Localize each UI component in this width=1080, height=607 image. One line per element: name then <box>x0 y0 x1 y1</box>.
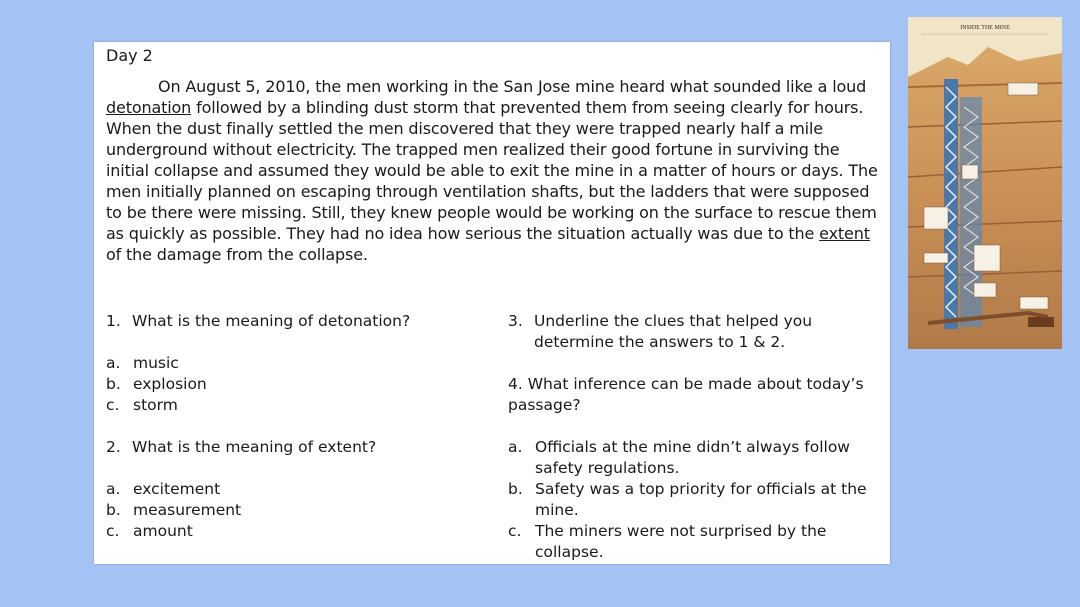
mine-title: INSIDE THE MINE <box>960 25 1010 31</box>
passage-text-2: followed by a blinding dust storm that prevented them from seeing clearly for hours. When the dust finally settled the men discovered that they were trapped nearly half a mile underground without electricity. The trapped men realized their good fortune in surviving the initial collapse and assumed they would be able to exit the mine in a matter of hours or days. The men initially planned on escaping through ventilation shafts, but the ladders that were supposed to be there were missing. Still, they knew people would be working on the surface to rescue them as quickly as possible. They had no idea how serious the situation actually was due to the <box>106 98 878 243</box>
passage-text-1: On August 5, 2010, the men working in the San Jose mine heard what sounded like a loud <box>158 77 867 96</box>
q2-option-a: a. excitement <box>106 480 221 498</box>
day-label: Day 2 <box>106 46 153 65</box>
question-1: 1. What is the meaning of detonation? <box>106 312 411 330</box>
q2-option-c: c. amount <box>106 522 193 540</box>
reading-passage <box>106 76 886 265</box>
questions-left-column <box>106 311 466 542</box>
question-2: 2. What is the meaning of extent? <box>106 438 377 456</box>
worksheet-page <box>94 42 890 564</box>
passage-text-3: of the damage from the collapse. <box>106 245 368 264</box>
q4-option-a: a. Officials at the mine didn’t always follow safety regulations. <box>508 438 850 477</box>
vocab-word-extent: extent <box>819 224 870 243</box>
vocab-word-detonation: detonation <box>106 98 192 117</box>
mine-cross-section-graphic <box>908 17 1062 349</box>
q2-option-b: b. measurement <box>106 501 242 519</box>
q4-option-c: c. The miners were not surprised by the collapse. <box>508 522 827 561</box>
questions-right-column <box>508 311 883 563</box>
q4-option-b: b. Safety was a top priority for officials at the mine. <box>508 480 867 519</box>
question-4: 4. What inference can be made about today’s passage? <box>508 375 864 414</box>
mine-illustration <box>908 17 1062 349</box>
q1-option-b: b. explosion <box>106 375 207 393</box>
q1-option-a: a. music <box>106 354 179 372</box>
question-3: 3. Underline the clues that helped you determine the answers to 1 & 2. <box>508 312 813 351</box>
q1-option-c: c. storm <box>106 396 178 414</box>
